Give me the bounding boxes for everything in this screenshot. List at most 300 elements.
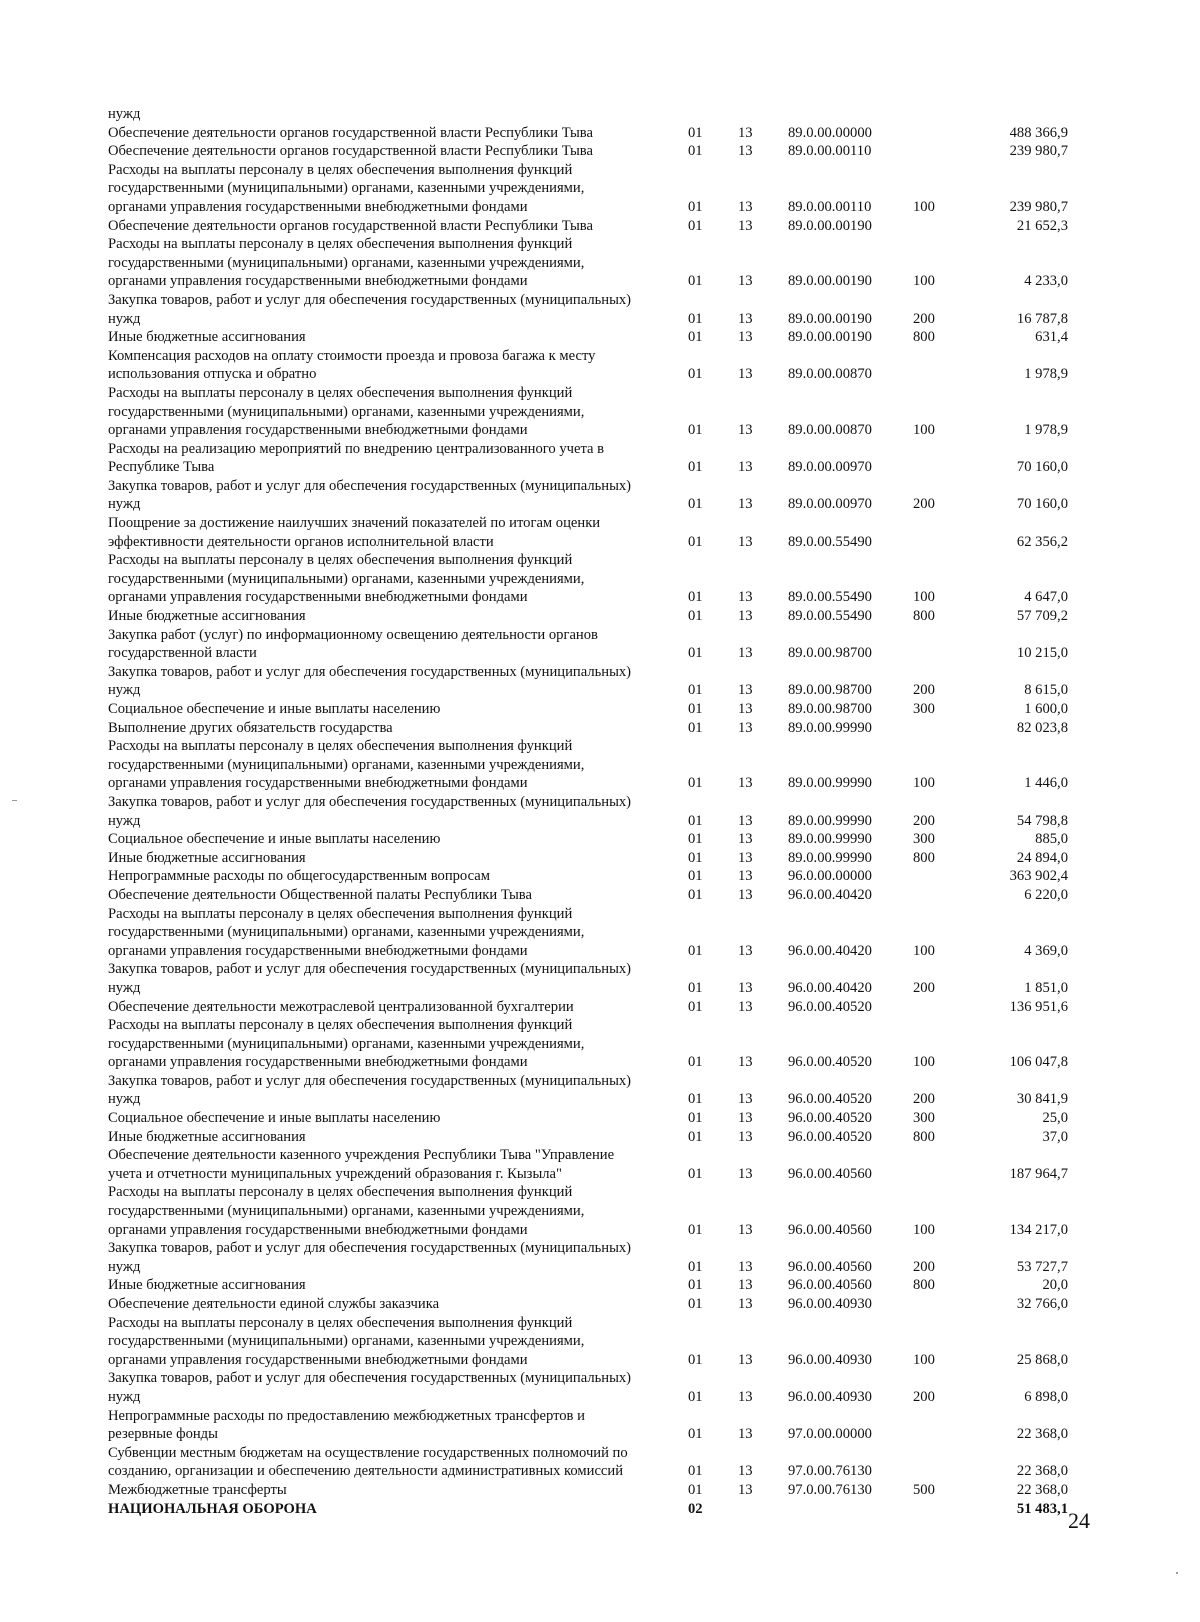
row-expense-type: 200 bbox=[913, 1388, 935, 1405]
row-amount: 1 600,0 bbox=[1024, 701, 1068, 717]
row-amount: 25 868,0 bbox=[1016, 1351, 1068, 1368]
row-target-code: 96.0.00.40420 bbox=[788, 886, 872, 903]
row-target-code: 96.0.00.40560 bbox=[788, 1221, 872, 1238]
row-section: 01 bbox=[688, 422, 703, 439]
row-expense-type: 300 bbox=[913, 701, 935, 717]
row-expense-type: 200 bbox=[913, 682, 935, 699]
row-expense-type bbox=[913, 1407, 968, 1444]
row-section: 01 bbox=[688, 645, 703, 662]
row-amount: 885,0 bbox=[1035, 831, 1068, 848]
row-section: 01 bbox=[688, 608, 703, 625]
row-section: 01 bbox=[688, 1165, 703, 1182]
row-subsection: 13 bbox=[738, 124, 753, 141]
row-name: Обеспечение деятельности органов государственной власти Республики Тыва bbox=[108, 143, 593, 160]
row-section: 01 bbox=[688, 198, 703, 215]
row-amount: 187 964,7 bbox=[1009, 1165, 1068, 1182]
row-section: 01 bbox=[688, 682, 703, 699]
row-expense-type bbox=[913, 1444, 968, 1481]
row-section: 01 bbox=[688, 124, 703, 141]
row-name: Расходы на выплаты персоналу в целях обеспечения выполнения функций государственными (муниципальными) органами, казенными учреждениями, органами управления государственными внебюджетными фондами bbox=[108, 1017, 585, 1071]
row-target-code: 96.0.00.40930 bbox=[788, 1351, 872, 1368]
row-name: Обеспечение деятельности казенного учреждения Республики Тыва "Управление учета и отчетности муниципальных учреждений образования г. Кызыла" bbox=[108, 1147, 615, 1182]
row-name: Обеспечение деятельности органов государственной власти Республики Тыва bbox=[108, 124, 593, 141]
table-row bbox=[108, 124, 1068, 143]
row-expense-type: 100 bbox=[913, 198, 935, 215]
row-section: 01 bbox=[688, 459, 703, 476]
row-subsection: 13 bbox=[738, 886, 753, 903]
row-target-code: 96.0.00.40420 bbox=[788, 942, 872, 959]
row-expense-type bbox=[913, 142, 968, 161]
row-subsection: 13 bbox=[738, 329, 753, 346]
row-subsection: 13 bbox=[738, 645, 753, 662]
table-row bbox=[108, 1128, 1068, 1147]
row-section: 01 bbox=[688, 143, 703, 160]
scan-mark bbox=[1176, 1572, 1178, 1574]
table-row bbox=[108, 440, 1068, 477]
table-row bbox=[108, 1276, 1068, 1295]
row-amount: 24 894,0 bbox=[1016, 849, 1068, 866]
row-name: Иные бюджетные ассигнования bbox=[108, 1128, 306, 1145]
row-amount: 57 709,2 bbox=[1016, 608, 1068, 625]
row-section: 01 bbox=[688, 1277, 703, 1294]
budget-table-body bbox=[108, 105, 1068, 1518]
row-amount: 4 647,0 bbox=[1024, 589, 1068, 606]
table-row bbox=[108, 793, 1068, 830]
row-section: 01 bbox=[688, 942, 703, 959]
row-name: Расходы на выплаты персоналу в целях обеспечения выполнения функций государственными (муниципальными) органами, казенными учреждениями, органами управления государственными внебюджетными фондами bbox=[108, 161, 585, 215]
table-row bbox=[108, 700, 1068, 719]
row-amount: 16 787,8 bbox=[1016, 310, 1068, 327]
table-row bbox=[108, 719, 1068, 738]
table-row bbox=[108, 737, 1068, 793]
table-row bbox=[108, 886, 1068, 905]
row-amount: 22 368,0 bbox=[1016, 1481, 1068, 1498]
row-subsection: 13 bbox=[738, 942, 753, 959]
row-subsection: 13 bbox=[738, 812, 753, 829]
row-target-code: 96.0.00.40560 bbox=[788, 1277, 872, 1294]
row-target-code: 96.0.00.40520 bbox=[788, 1091, 872, 1108]
row-section: 01 bbox=[688, 1054, 703, 1071]
table-row bbox=[108, 867, 1068, 886]
table-row bbox=[108, 1481, 1068, 1500]
row-amount: 21 652,3 bbox=[1016, 217, 1068, 234]
row-name: Расходы на выплаты персоналу в целях обеспечения выполнения функций государственными (муниципальными) органами, казенными учреждениями, органами управления государственными внебюджетными фондами bbox=[108, 236, 585, 290]
row-expense-type bbox=[913, 105, 968, 124]
table-row bbox=[108, 998, 1068, 1017]
table-row bbox=[108, 663, 1068, 700]
table-row bbox=[108, 161, 1068, 217]
row-section: 01 bbox=[688, 273, 703, 290]
table-row bbox=[108, 1295, 1068, 1314]
row-section: 01 bbox=[688, 1091, 703, 1108]
row-subsection: 13 bbox=[738, 143, 753, 160]
row-name: Расходы на выплаты персоналу в целях обеспечения выполнения функций государственными (муниципальными) органами, казенными учреждениями, органами управления государственными внебюджетными фондами bbox=[108, 738, 585, 792]
table-row bbox=[108, 1314, 1068, 1370]
row-expense-type bbox=[913, 514, 968, 551]
row-subsection bbox=[738, 105, 788, 124]
row-name: Иные бюджетные ассигнования bbox=[108, 608, 306, 625]
row-name: Компенсация расходов на оплату стоимости проезда и провоза багажа к месту использования отпуска и обратно bbox=[108, 347, 596, 383]
row-expense-type: 200 bbox=[913, 812, 935, 829]
table-row bbox=[108, 551, 1068, 607]
row-amount: 631,4 bbox=[1035, 329, 1068, 346]
row-expense-type: 100 bbox=[913, 589, 935, 606]
row-expense-type: 800 bbox=[913, 329, 935, 346]
row-target-code: 89.0.00.99990 bbox=[788, 849, 872, 866]
row-expense-type: 100 bbox=[913, 942, 935, 959]
row-subsection: 13 bbox=[738, 608, 753, 625]
row-target-code: 89.0.00.00190 bbox=[788, 273, 872, 290]
row-amount: 106 047,8 bbox=[1009, 1054, 1068, 1071]
table-row bbox=[108, 514, 1068, 551]
row-target-code: 89.0.00.98700 bbox=[788, 701, 872, 717]
row-target-code: 96.0.00.40560 bbox=[788, 1165, 872, 1182]
row-name: Непрограммные расходы по общегосударственным вопросам bbox=[108, 868, 490, 885]
row-name: Расходы на выплаты персоналу в целях обеспечения выполнения функций государственными (муниципальными) органами, казенными учреждениями, органами управления государственными внебюджетными фондами bbox=[108, 1184, 585, 1238]
row-name: Субвенции местным бюджетам на осуществление государственных полномочий по созданию, организации и обеспечению деятельности административных комиссий bbox=[108, 1444, 628, 1480]
row-expense-type bbox=[913, 1295, 968, 1314]
row-name: Обеспечение деятельности межотраслевой централизованной бухгалтерии bbox=[108, 998, 574, 1015]
row-amount: 4 233,0 bbox=[1024, 273, 1068, 290]
row-expense-type bbox=[913, 626, 968, 663]
row-amount: 10 215,0 bbox=[1016, 645, 1068, 662]
table-row bbox=[108, 1072, 1068, 1109]
row-name: Социальное обеспечение и иные выплаты населению bbox=[108, 831, 441, 848]
row-section bbox=[688, 105, 738, 124]
row-amount: 62 356,2 bbox=[1016, 533, 1068, 550]
row-amount: 6 898,0 bbox=[1024, 1388, 1068, 1405]
row-expense-type: 800 bbox=[913, 849, 935, 866]
row-name: Обеспечение деятельности единой службы заказчика bbox=[108, 1296, 440, 1312]
row-section: 01 bbox=[688, 1388, 703, 1405]
row-target-code: 96.0.00.40930 bbox=[788, 1388, 872, 1405]
row-section: 01 bbox=[688, 589, 703, 606]
row-target-code: 89.0.00.55490 bbox=[788, 589, 872, 606]
row-amount: 1 446,0 bbox=[1024, 775, 1068, 792]
row-amount: 1 978,9 bbox=[1024, 366, 1068, 383]
row-name: нужд bbox=[108, 106, 141, 122]
table-row bbox=[108, 235, 1068, 291]
row-name: Закупка работ (услуг) по информационному освещению деятельности органов государственной власти bbox=[108, 626, 598, 662]
row-name: Закупка товаров, работ и услуг для обеспечения государственных (муниципальных) нужд bbox=[108, 793, 632, 829]
row-expense-type: 200 bbox=[913, 979, 935, 996]
row-section: 01 bbox=[688, 366, 703, 383]
row-name: Расходы на реализацию мероприятий по внедрению централизованного учета в Республике Тыва bbox=[108, 440, 605, 476]
row-expense-type bbox=[913, 347, 968, 384]
row-subsection: 13 bbox=[738, 1351, 753, 1368]
row-section: 01 bbox=[688, 1296, 703, 1312]
row-amount: 51 483,1 bbox=[1016, 1500, 1068, 1517]
row-section: 01 bbox=[688, 1463, 703, 1480]
row-expense-type: 200 bbox=[913, 1091, 935, 1108]
row-subsection: 13 bbox=[738, 1128, 753, 1145]
row-target-code: 89.0.00.99990 bbox=[788, 831, 872, 848]
row-subsection: 13 bbox=[738, 849, 753, 866]
row-subsection: 13 bbox=[738, 682, 753, 699]
row-subsection: 13 bbox=[738, 998, 753, 1015]
table-row bbox=[108, 626, 1068, 663]
row-subsection: 13 bbox=[738, 775, 753, 792]
row-name: Обеспечение деятельности органов государственной власти Республики Тыва bbox=[108, 217, 593, 234]
row-target-code: 97.0.00.76130 bbox=[788, 1463, 872, 1480]
row-subsection: 13 bbox=[738, 979, 753, 996]
row-target-code: 96.0.00.40520 bbox=[788, 1054, 872, 1071]
row-amount: 8 615,0 bbox=[1024, 682, 1068, 699]
row-subsection: 13 bbox=[738, 422, 753, 439]
row-amount: 20,0 bbox=[1042, 1277, 1068, 1294]
row-name: Закупка товаров, работ и услуг для обеспечения государственных (муниципальных) нужд bbox=[108, 1370, 632, 1405]
row-name: Непрограммные расходы по предоставлению межбюджетных трансфертов и резервные фонды bbox=[108, 1407, 585, 1443]
row-section: 01 bbox=[688, 1481, 703, 1498]
page-number: 24 bbox=[1068, 1508, 1090, 1533]
row-section: 01 bbox=[688, 831, 703, 848]
row-target-code: 89.0.00.98700 bbox=[788, 645, 872, 662]
row-target-code: 89.0.00.55490 bbox=[788, 608, 872, 625]
row-section: 02 bbox=[688, 1500, 703, 1517]
row-name: Межбюджетные трансферты bbox=[108, 1481, 287, 1498]
row-section: 01 bbox=[688, 496, 703, 513]
row-amount: 4 369,0 bbox=[1024, 942, 1068, 959]
row-section: 01 bbox=[688, 310, 703, 327]
table-row bbox=[108, 849, 1068, 868]
row-amount: 22 368,0 bbox=[1016, 1463, 1068, 1480]
row-expense-type bbox=[913, 719, 968, 738]
table-row bbox=[108, 1444, 1068, 1481]
row-subsection: 13 bbox=[738, 1110, 753, 1127]
row-section: 01 bbox=[688, 979, 703, 996]
table-row bbox=[108, 1369, 1068, 1406]
row-expense-type: 800 bbox=[913, 1277, 935, 1294]
row-expense-type: 100 bbox=[913, 273, 935, 290]
table-row bbox=[108, 291, 1068, 328]
row-target-code bbox=[788, 1500, 913, 1519]
row-amount: 70 160,0 bbox=[1016, 459, 1068, 476]
row-amount: 82 023,8 bbox=[1016, 719, 1068, 736]
row-name: Расходы на выплаты персоналу в целях обеспечения выполнения функций государственными (муниципальными) органами, казенными учреждениями, органами управления государственными внебюджетными фондами bbox=[108, 905, 585, 959]
table-row bbox=[108, 1239, 1068, 1276]
row-section: 01 bbox=[688, 886, 703, 903]
table-row bbox=[108, 217, 1068, 236]
row-name: Социальное обеспечение и иные выплаты населению bbox=[108, 701, 441, 717]
row-amount: 30 841,9 bbox=[1016, 1091, 1068, 1108]
row-section: 01 bbox=[688, 1426, 703, 1443]
row-name: Выполнение других обязательств государства bbox=[108, 719, 393, 736]
row-target-code: 89.0.00.99990 bbox=[788, 775, 872, 792]
row-expense-type bbox=[913, 440, 968, 477]
row-section: 01 bbox=[688, 217, 703, 234]
row-subsection: 13 bbox=[738, 533, 753, 550]
row-section: 01 bbox=[688, 812, 703, 829]
row-name: Социальное обеспечение и иные выплаты населению bbox=[108, 1110, 441, 1127]
row-subsection: 13 bbox=[738, 1221, 753, 1238]
row-subsection: 13 bbox=[738, 1481, 753, 1498]
row-subsection: 13 bbox=[738, 1091, 753, 1108]
row-expense-type: 100 bbox=[913, 1221, 935, 1238]
row-amount: 6 220,0 bbox=[1024, 886, 1068, 903]
row-expense-type bbox=[913, 867, 968, 886]
row-target-code: 89.0.00.00190 bbox=[788, 217, 872, 234]
row-amount: 488 366,9 bbox=[1009, 124, 1068, 141]
table-row bbox=[108, 830, 1068, 849]
table-row bbox=[108, 960, 1068, 997]
row-subsection: 13 bbox=[738, 310, 753, 327]
row-amount: 1 851,0 bbox=[1024, 979, 1068, 996]
row-target-code: 89.0.00.00110 bbox=[788, 143, 872, 160]
row-name: Закупка товаров, работ и услуг для обеспечения государственных (муниципальных) нужд bbox=[108, 477, 632, 513]
row-expense-type: 100 bbox=[913, 775, 935, 792]
row-subsection: 13 bbox=[738, 459, 753, 476]
row-amount: 25,0 bbox=[1042, 1110, 1068, 1127]
row-amount: 54 798,8 bbox=[1016, 812, 1068, 829]
row-target-code: 97.0.00.00000 bbox=[788, 1426, 872, 1443]
row-target-code: 89.0.00.98700 bbox=[788, 682, 872, 699]
table-row bbox=[108, 1407, 1068, 1444]
row-name: Закупка товаров, работ и услуг для обеспечения государственных (муниципальных) нужд bbox=[108, 1072, 632, 1108]
row-expense-type: 100 bbox=[913, 1351, 935, 1368]
table-row bbox=[108, 347, 1068, 384]
row-amount: 1 978,9 bbox=[1024, 422, 1068, 439]
row-expense-type bbox=[913, 998, 968, 1017]
row-name: Иные бюджетные ассигнования bbox=[108, 849, 306, 866]
row-section: 01 bbox=[688, 533, 703, 550]
row-section: 01 bbox=[688, 1221, 703, 1238]
row-section: 01 bbox=[688, 868, 703, 885]
row-section: 01 bbox=[688, 719, 703, 736]
row-target-code: 96.0.00.40930 bbox=[788, 1296, 872, 1312]
row-expense-type bbox=[913, 1500, 968, 1519]
row-subsection: 13 bbox=[738, 868, 753, 885]
row-amount: 363 902,4 bbox=[1009, 868, 1068, 885]
row-subsection: 13 bbox=[738, 589, 753, 606]
table-row bbox=[108, 328, 1068, 347]
row-expense-type: 200 bbox=[913, 1258, 935, 1275]
row-target-code: 89.0.00.00870 bbox=[788, 366, 872, 383]
row-name: Закупка товаров, работ и услуг для обеспечения государственных (муниципальных) нужд bbox=[108, 1240, 632, 1275]
row-name: Расходы на выплаты персоналу в целях обеспечения выполнения функций государственными (муниципальными) органами, казенными учреждениями, органами управления государственными внебюджетными фондами bbox=[108, 1314, 585, 1368]
row-target-code: 89.0.00.99990 bbox=[788, 812, 872, 829]
row-amount bbox=[968, 105, 1068, 124]
row-subsection: 13 bbox=[738, 1054, 753, 1071]
row-subsection: 13 bbox=[738, 198, 753, 215]
row-expense-type: 800 bbox=[913, 1128, 935, 1145]
row-expense-type bbox=[913, 217, 968, 236]
row-expense-type: 300 bbox=[913, 1110, 935, 1127]
row-expense-type: 200 bbox=[913, 496, 935, 513]
row-target-code: 89.0.00.00190 bbox=[788, 310, 872, 327]
row-section: 01 bbox=[688, 849, 703, 866]
row-subsection: 13 bbox=[738, 1277, 753, 1294]
row-name: Закупка товаров, работ и услуг для обеспечения государственных (муниципальных) нужд bbox=[108, 291, 632, 327]
row-target-code: 89.0.00.00110 bbox=[788, 198, 872, 215]
table-row bbox=[108, 1109, 1068, 1128]
row-expense-type bbox=[913, 124, 968, 143]
row-subsection: 13 bbox=[738, 719, 753, 736]
row-amount: 53 727,7 bbox=[1016, 1258, 1068, 1275]
row-name: Расходы на выплаты персоналу в целях обеспечения выполнения функций государственными (муниципальными) органами, казенными учреждениями, органами управления государственными внебюджетными фондами bbox=[108, 384, 585, 439]
table-row bbox=[108, 105, 1068, 124]
row-section: 01 bbox=[688, 775, 703, 792]
row-target-code bbox=[788, 105, 913, 124]
row-subsection: 13 bbox=[738, 1426, 753, 1443]
row-subsection: 13 bbox=[738, 496, 753, 513]
row-section: 01 bbox=[688, 329, 703, 346]
row-expense-type: 100 bbox=[913, 1054, 935, 1071]
row-amount: 136 951,6 bbox=[1009, 998, 1068, 1015]
row-amount: 239 980,7 bbox=[1009, 143, 1068, 160]
table-row bbox=[108, 1146, 1068, 1183]
row-target-code: 89.0.00.00190 bbox=[788, 329, 872, 346]
row-target-code: 89.0.00.99990 bbox=[788, 719, 872, 736]
row-section: 01 bbox=[688, 1128, 703, 1145]
row-section: 01 bbox=[688, 1351, 703, 1368]
row-name: Поощрение за достижение наилучших значений показателей по итогам оценки эффективности деятельности органов исполнительной власти bbox=[108, 515, 601, 550]
row-target-code: 89.0.00.00870 bbox=[788, 422, 872, 439]
row-amount: 32 766,0 bbox=[1016, 1296, 1068, 1312]
row-amount: 134 217,0 bbox=[1009, 1221, 1068, 1238]
row-name: Иные бюджетные ассигнования bbox=[108, 1277, 306, 1294]
row-target-code: 89.0.00.00970 bbox=[788, 459, 872, 476]
row-target-code: 96.0.00.40520 bbox=[788, 1128, 872, 1145]
row-section: 01 bbox=[688, 1258, 703, 1275]
row-subsection bbox=[738, 1500, 788, 1519]
row-target-code: 96.0.00.40520 bbox=[788, 1110, 872, 1127]
row-name: Закупка товаров, работ и услуг для обеспечения государственных (муниципальных) нужд bbox=[108, 663, 632, 699]
table-row bbox=[108, 607, 1068, 626]
row-target-code: 89.0.00.00970 bbox=[788, 496, 872, 513]
row-subsection: 13 bbox=[738, 831, 753, 848]
row-amount: 37,0 bbox=[1042, 1128, 1068, 1145]
table-row bbox=[108, 142, 1068, 161]
row-target-code: 89.0.00.00000 bbox=[788, 124, 872, 141]
row-expense-type: 200 bbox=[913, 310, 935, 327]
row-expense-type: 100 bbox=[913, 422, 935, 439]
table-row bbox=[108, 1016, 1068, 1072]
row-target-code: 97.0.00.76130 bbox=[788, 1481, 872, 1498]
row-subsection: 13 bbox=[738, 1388, 753, 1405]
row-subsection: 13 bbox=[738, 1258, 753, 1275]
row-name: Расходы на выплаты персоналу в целях обеспечения выполнения функций государственными (муниципальными) органами, казенными учреждениями, органами управления государственными внебюджетными фондами bbox=[108, 552, 585, 606]
row-expense-type: 300 bbox=[913, 831, 935, 848]
table-row bbox=[108, 384, 1068, 440]
row-subsection: 13 bbox=[738, 1296, 753, 1312]
table-row bbox=[108, 905, 1068, 961]
scan-mark bbox=[12, 800, 17, 801]
row-target-code: 89.0.00.55490 bbox=[788, 533, 872, 550]
budget-table bbox=[108, 105, 1068, 1518]
row-target-code: 96.0.00.40420 bbox=[788, 979, 872, 996]
row-expense-type: 500 bbox=[913, 1481, 935, 1498]
row-subsection: 13 bbox=[738, 366, 753, 383]
row-subsection: 13 bbox=[738, 701, 753, 717]
row-expense-type bbox=[913, 886, 968, 905]
table-row bbox=[108, 477, 1068, 514]
row-name: НАЦИОНАЛЬНАЯ ОБОРОНА bbox=[108, 1500, 317, 1517]
row-subsection: 13 bbox=[738, 1165, 753, 1182]
row-section: 01 bbox=[688, 998, 703, 1015]
row-subsection: 13 bbox=[738, 273, 753, 290]
row-name: Обеспечение деятельности Общественной палаты Республики Тыва bbox=[108, 886, 532, 903]
row-subsection: 13 bbox=[738, 1463, 753, 1480]
table-row bbox=[108, 1183, 1068, 1239]
row-amount: 239 980,7 bbox=[1009, 198, 1068, 215]
row-subsection: 13 bbox=[738, 217, 753, 234]
row-target-code: 96.0.00.00000 bbox=[788, 868, 872, 885]
row-target-code: 96.0.00.40520 bbox=[788, 998, 872, 1015]
row-name: Закупка товаров, работ и услуг для обеспечения государственных (муниципальных) нужд bbox=[108, 961, 632, 996]
row-expense-type: 800 bbox=[913, 608, 935, 625]
row-target-code: 96.0.00.40560 bbox=[788, 1258, 872, 1275]
row-section: 01 bbox=[688, 1110, 703, 1127]
